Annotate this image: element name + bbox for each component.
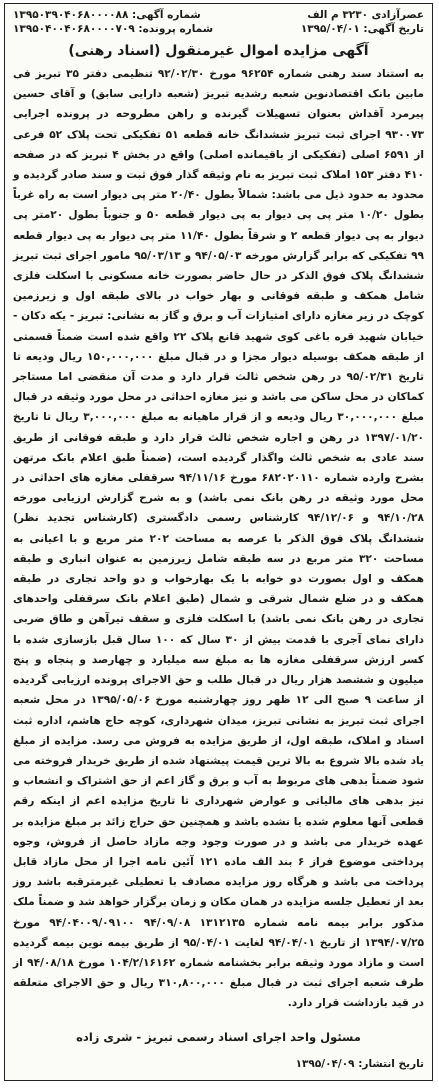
body-paragraph: به استناد سند رهنی شماره ۹۶۲۵۴ مورخ ۹۲/۰۲/۳۰ تنظیمی دفتر ۳۵ تبریز فی مابین بانک اقتصادنوین شعبه رشدیه تبریز (شعبه دارایی سابق) و آقای حسین پیرمرد آقداش بعنوان تسهیلات گیرنده و راهن مطروحه در پرونده اجرایی ۹۳۰۰۷۳ اجرای ثبت تبریز ششدانگ خانه قطعه ۵۱ تفکیکی تحت پلاک ۵۲ فرعی از ۶۵۹۱ اصلی (تفکیکی از باقیمانده اصلی) واقع در بخش ۴ تبریز که در صفحه ۴۱۰ دفتر ۱۵۳ املاک ثبت تبریز به نام وثیقه گذار فوق ثبت و سند صادر گردیده و محدود به حدود ذیل می باشد: شمالاً بطول ۲۰/۴۰ متر پی دیوار است به راه غرباً بطول ۱۰/۲۰ متر پی پی دیوار به پی دیوار قطعه ۵۰ و جنوباً بطول ۲۰متر پی دیوار به پی دیوار قطعه ۲ و شرقاً بطول ۱۱/۴۰ متر پی دیوار به پی دیوار قطعه ۹۹ تفکیکی که برابر گزارش مورخه ۹۴/۰۵/۰۳ و ۹۵/۰۳/۱۳ مامور اجرای ثبت تبریز ششدانگ پلاک فوق الذکر در حال حاضر بصورت خانه مسکونی با اسکلت فلزی شامل همکف و طبقه فوقانی و بهار خواب در بالای طبقه اول و زیرزمین کوچک در زیر مغازه دارای امتیازات آب و برق و گاز به نشانی: تبریز - یکه دکان - خیابان شهید قره باغی کوی شهید قانع پلاک ۲۲ واقع شده است ضمناً قسمتی از طبقه همکف بوسیله دیوار مجزا و در قبال مبلغ ۱۵۰,۰۰۰,۰۰۰ ریال ودیعه تا تاریخ ۹۵/۰۲/۳۱ در رهن شخص ثالث قرار دارد و مدت آن منقضی اما مستاجر کماکان در محل ساکن می باشد و نیز مغازه احداثی در محل مورد وثیقه در قبال مبلغ ۳۰,۰۰۰,۰۰۰ ریال ودیعه و از قرار ماهیانه به مبلغ ۳,۰۰۰,۰۰۰ ریال تا تاریخ ۱۳۹۷/۰۱/۲۰ در رهن و اجاره شخص ثالث قرار دارد و طبقه فوقانی از طریق سند عادی به شخص ثالث واگذار گردیده است، (ضمناً طبق اعلام بانک مرتهن بشرح وارده شماره ۶۸۲۰۲۰۱۱۰ مورخ ۹۴/۱۱/۱۶ سرقفلی مغازه های احداثی در محل مورد وثیقه در رهن بانک نمی باشد) و به شرح گزارش ارزیابی مورخه ۹۴/۱۰/۲۸ و ۹۴/۱۲/۰۶ کارشناس رسمی دادگستری (کارشناس تجدید نظر) ششدانگ پلاک فوق الذکر با عرصه به مساحت ۲۰۲ متر مربع و با اعیانی به مساحت ۳۲۰ متر مربع در سه طبقه شامل زیرزمین به عنوان انباری و طبقه همکف و اول بصورت دو خوابه با یک بهارخواب و دو واحد تجاری در طبقه همکف و در ضلع شمال شرقی و شمال (طبق اعلام بانک سرقفلی واحدهای تجاری در رهن بانک نمی باشد) با اسکلت فلزی و سقف تیرآهن و طاق ضربی دارای نمای آجری با قدمت بیش از ۳۰ سال که ۱۰۰ سال قبل بازسازی شده با کسر ارزش سرقفلی مغازه ها به مبلغ سه میلیارد و چهارصد و پنجاه و پنج میلیون و ششصد هزار ریال در قبال طلب و حق الاجرای پرونده ارزیابی گردیده از ساعت ۹ صبح الی ۱۲ ظهر روز چهارشنبه مورخ ۱۳۹۵/۰۵/۰۶ در محل شعبه اجرای ثبت تبریز به نشانی تبریز، میدان شهرداری، کوچه حاج هاشم، اداره ثبت اسناد و املاک، طبقه اول، از طریق مزایده به فروش می رسد. مزایده از مبلغ یاد شده بالا شروع به بالا ترین قیمت پیشنهاد شده از طریق خریدار فروخته می شود ضمناً بدهی های مربوط به آب و برق و گاز اعم از حق اشتراک و انشعاب و نیز بدهی های مالیاتی و عوارض شهرداری تا تاریخ مزایده اعم از اینکه رقم قطعی آنها معلوم شده یا نشده باشد و همچنین حق حراج زائد بر مبلغ مزایده بر عهده خریدار می باشد و در صورت وجود وجه مازاد حاصل از فروش، وجوه پرداختی موضوع فراز ۶ بند الف ماده ۱۲۱ آئین نامه اجرا از محل مازاد قابل پرداخت می باشد و هرگاه روز مزایده مصادف با تعطیلی غیرمترقبه باشد روز بعد از تعطیل جلسه مزایده در همان مکان و زمان برگزار خواهد شد و ضمناً ملک مذکور برابر بیمه نامه شماره ۱۳۱۲۱۳۵ ۹۴/۰۹/۰۸ ۹۴/۰۴۰۰۹/۰۹۱۰۰ مورخ ۱۳۹۴/۰۷/۲۵ از تاریخ ۹۴/۰۴/۰۱ لغایت ۹۵/۰۴/۰۱ از طریق بیمه نوین بیمه گردیده است و مازاد مورد وثیقه برابر بخشنامه شماره ۱۰۴/۲/۱۶۱۶۲ مورخ ۹۴/۰۸/۱۸ از طرف شعبه اجرای ثبت در قبال مبلغ ۳۱۰,۸۰۰,۰۰۰ ریال و حق الاجرای متعلقه در قید بازداشت قرار دارد. <box>13 68 425 1010</box>
newspaper-label: عصرآزادی ۳۲۳۰ م الف <box>307 9 424 21</box>
header-row-1 <box>13 8 424 22</box>
signature: مسئول واحد اجرای اسناد رسمی تبریز - شری زاده <box>76 1030 361 1044</box>
notice-body <box>13 64 424 1014</box>
auction-notice <box>4 3 433 1081</box>
notice-date: تاریخ آگهی: ۱۳۹۵/۰۴/۰۱ <box>300 23 424 35</box>
publish-date: تاریخ انتشار: ۱۳۹۵/۰۴/۰۹ <box>295 1058 424 1070</box>
header-row-2 <box>13 22 424 36</box>
notice-number: شماره آگهی: ۱۳۹۵۰۳۹۰۴۰۶۸۰۰۰۰۸۸ <box>13 9 201 21</box>
notice-title: آگهی مزایده اموال غیرمنقول (اسناد رهنی) <box>68 43 369 59</box>
file-number: شماره پرونده: ۱۳۹۵۰۴۰۰۴۰۶۸۰۰۰۰۷۰۹ <box>13 23 214 35</box>
